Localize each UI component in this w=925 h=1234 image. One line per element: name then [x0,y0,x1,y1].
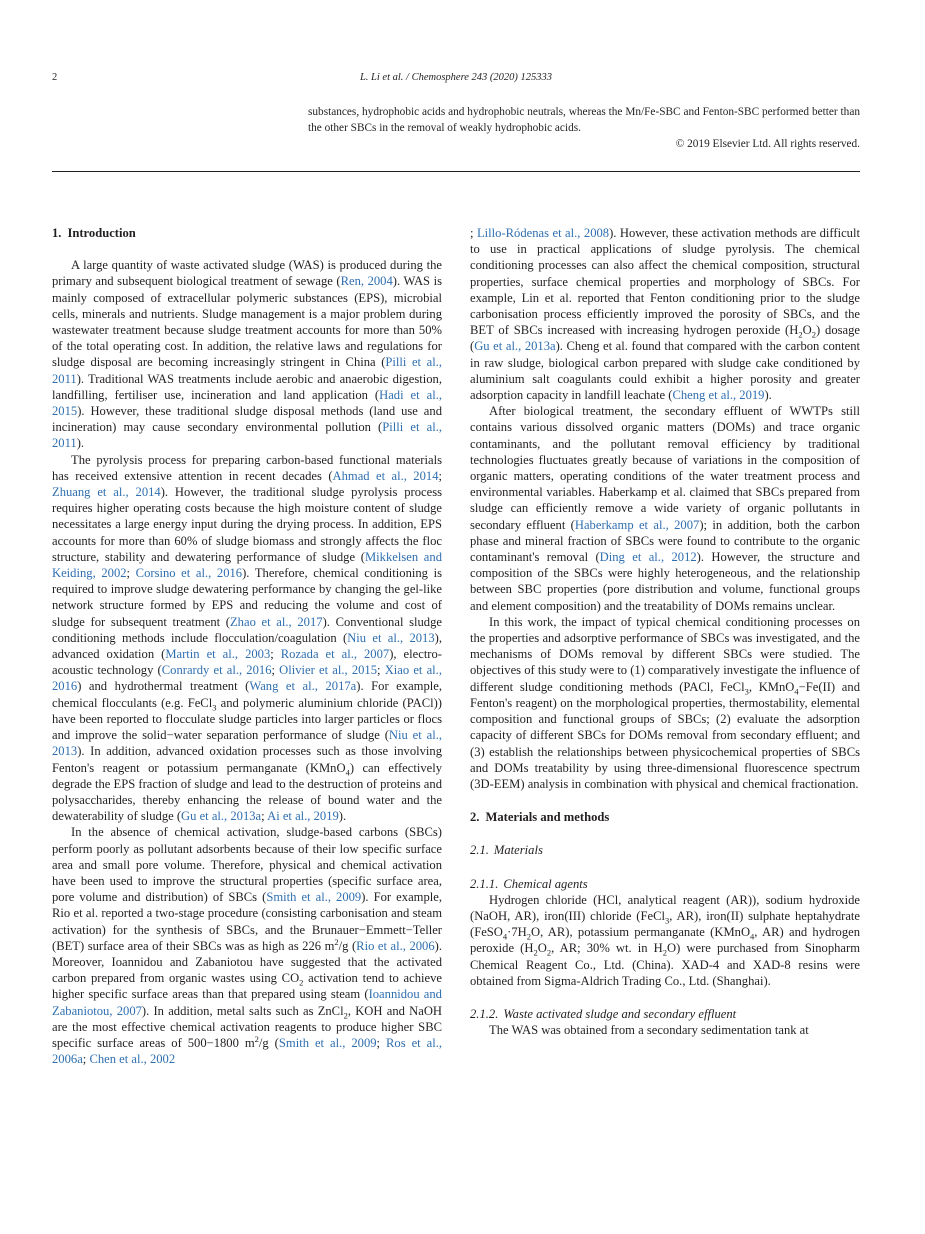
citation-link[interactable]: Lillo-Ródenas et al., 2008 [476,226,610,240]
paragraph: Hydrogen chloride (HCl, analytical reagent (AR)), sodium hydroxide (NaOH, AR), iron(III) chloride (FeCl$_3$, AR), iron(II) sulphate heptahydrate ($FeSO_4\cdot 7H_2O$, AR), potassium permanganate (KMnO$_4$, AR) and hydrogen peroxide ($H_2O_2$, AR; 30% wt. in $H_2O$) were purchased from Sinopharm Chemical Reagent Co., Ltd. (China). XAD-4 and XAD-8 resins were obtained from Sigma-Aldrich Trading Co., Ltd. (Shanghai). [470,892,861,988]
citation-link[interactable]: Mikkelsen and Keiding, 2002 [52,549,442,581]
paragraph: After biological treatment, the secondary effluent of WWTPs still contains various dissolved organic matters (DOMs) and trace organic contaminants, and the pollutant removal efficiency by traditional technologies fluctuates greatly because of variations in the composition of organic matters, operating conditions of the water treatment process and environmental variables. Haberkamp et al. claimed that SBCs prepared from sludge can efficiently remove a wide variety of organic pollutants in secondary effluent (Haberkamp et al., 2007); in addition, both the carbon phase and mineral fraction of SBCs were found to contribute to the organic contaminant's removal (Ding et al., 2012). However, the structure and composition of the SBCs were highly heterogeneous, and the relationship between SBC properties (pore distribution and volume, functional groups and element composition) and the treatability of DOMs remains unclear. [470,404,860,613]
page-number: 2 [52,72,58,83]
citation-link[interactable]: Conrardy et al., 2016 [161,663,272,678]
citation-link[interactable]: Wang et al., 2017a [249,679,357,694]
citation-link[interactable]: Cheng et al., 2019 [672,388,765,403]
citation-link[interactable]: Olivier et al., 2015 [279,663,378,678]
abstract-tail [308,104,860,152]
section-heading-introduction: 1. Introduction [52,226,136,240]
citation-link[interactable]: Niu et al., 2013 [347,630,435,645]
citation-link[interactable]: Rozada et al., 2007 [280,647,390,662]
abstract-text: substances, hydrophobic acids and hydrophobic neutrals, whereas the Mn/Fe-SBC and Fenton-SBC performed better than the other SBCs in the removal of weakly hydrophobic acids. [308,106,860,134]
paragraph-continued: ; Lillo-Ródenas et al., 2008). However, these activation methods are difficult to use in practical applications of sludge pyrolysis. The chemical conditioning processes can also affect the chemical composition, structural properties, surface chemical properties and morphology of SBCs. For example, Lin et al. reported that Fenton conditioning prior to the sludge carbonisation process efficiently improved the porosity of SBCs, and the BET of SBCs increased with increasing hydrogen peroxide $(H_2O_2)$ dosage (Gu et al., 2013a). Cheng et al. found that compared with the carbon content in raw sludge, biological carbon prepared with sludge cake conditioned by aluminium salt coagulants could exhibit a higher porosity and greater adsorption capacity in landfill leachate (Cheng et al., 2019). [470,226,860,403]
citation-link[interactable]: Corsino et al., 2016 [135,566,243,581]
citation-link[interactable]: Haberkamp et al., 2007 [574,517,700,532]
citation-link[interactable]: Ding et al., 2012 [599,550,697,565]
citation-link[interactable]: Zhuang et al., 2014 [52,485,161,500]
citation-link[interactable]: Smith et al., 2009 [266,890,362,905]
left-column [52,225,442,1067]
citation-link[interactable]: Niu et al., 2013 [52,728,443,759]
section-heading-methods: 2. Materials and methods [470,810,610,825]
citation-link[interactable]: Rio et al., 2006 [356,938,435,953]
paragraph: In the absence of chemical activation, sludge-based carbons (SBCs) perform poorly as pollutant adsorbents because of their low specific surface area and small pore volume. Therefore, physical and chemical activation have been used to improve the structural properties (specific surface area, pore volume and distribution) of SBCs (Smith et al., 2009). For example, Rio et al. reported a two-stage procedure (consisting carbonisation and steam activation) for the synthesis of SBCs, and the Brunauer−Emmett−Teller (BET) surface area of their SBCs was as high as 226 $m^2/g$ (Rio et al., 2006). Moreover, Ioannidou and Zabaniotou have suggested that the activated carbon prepared from organic wastes using $CO_2$ activation tend to achieve higher specific surface areas than that prepared using steam (Ioannidou and Zabaniotou, 2007). In addition, metal salts such as ZnCl$_2$, KOH and NaOH are the most effective chemical activation reagents to produce higher SBC specific surface areas of 500−1800 $m^2/g$ (Smith et al., 2009; Ros et al., 2006a; Chen et al., 2002 [52,825,443,1067]
paragraph: In this work, the impact of typical chemical conditioning processes on the properties and adsorptive performance of SBCs was investigated, and the mechanisms of DOMs removal by different SBCs were studied. The objectives of this study were to (1) comparatively investigate the influence of different sludge conditioning methods (PACl, FeCl$_3$, KMnO$_4$−Fe(II) and Fenton's reagent) on the morphological properties, thermostability, elemental composition and functional groups of SBCs; (2) evaluate the adsorption capacity of different SBCs for DOMs removal from secondary effluent; and (3) establish the relationships between physicochemical properties of SBCs and DOMs treatability by using three-dimensional fluorescence spectrum (3D-EEM) analysis in combination with physical and chemical fractionation. [470,614,860,791]
right-column [470,225,860,1038]
citation-link[interactable]: Pilli et al., 2011 [52,420,442,451]
running-head [52,72,860,88]
citation-link[interactable]: Ren, 2004 [340,274,393,289]
citation-link[interactable]: Ai et al., 2019 [267,809,339,824]
citation-link[interactable]: Gu et al., 2013a [474,339,556,354]
subsubsection-heading-chemical-agents: 2.1.1. Chemical agents [470,876,588,891]
header-divider [52,171,860,172]
citation-link[interactable]: Smith et al., 2009 [278,1035,377,1050]
citation-link[interactable]: Martin et al., 2003 [165,647,271,662]
citation-link[interactable]: Zhao et al., 2017 [229,614,323,629]
subsection-heading-materials: 2.1. Materials [470,843,543,858]
paragraph: The WAS was obtained from a secondary sedimentation tank at [489,1023,809,1038]
citation-link[interactable]: Hadi et al., 2015 [52,387,442,419]
copyright-notice: © 2019 Elsevier Ltd. All rights reserved. [675,138,860,150]
citation-link[interactable]: Ros et al., 2006a [52,1035,443,1067]
paragraph: A large quantity of waste activated sludge (WAS) is produced during the primary and subsequent biological treatment of sewage (Ren, 2004). WAS is mainly composed of extracellular polymeric substances (EPS), microbial cells, minerals and nutrients. Sludge management is a major problem during wastewater treatment because sludge treatment accounts for more than 50% of the total operating cost. In addition, the relative laws and regulations for sludge disposal are becoming increasingly stringent in China (Pilli et al., 2011). Traditional WAS treatments include aerobic and anaerobic digestion, landfilling, fertiliser use, incineration and land application (Hadi et al., 2015). However, these traditional sludge disposal methods (land use and incineration) may cause secondary environmental pollution (Pilli et al., 2011). [52,258,443,451]
citation-link[interactable]: Ioannidou and Zabaniotou, 2007 [52,987,442,1018]
citation-link[interactable]: Ahmad et al., 2014 [332,468,439,483]
citation-link[interactable]: Xiao et al., 2016 [52,663,442,694]
journal-citation: L. Li et al. / Chemosphere 243 (2020) 125333 [359,72,553,83]
subsubsection-heading-was: 2.1.2. Waste activated sludge and secondary effluent [470,1006,737,1021]
citation-link[interactable]: Gu et al., 2013a [181,809,262,824]
citation-link[interactable]: Chen et al., 2002 [89,1052,176,1067]
paragraph: The pyrolysis process for preparing carbon-based functional materials has received extensive attention in recent decades (Ahmad et al., 2014; Zhuang et al., 2014). However, the traditional sludge pyrolysis process requires higher operating costs because the high moisture content of sludge necessitates a large energy input during the drying process. In addition, EPS accounts for more than 60% of sludge biomass and strongly affects the floc structure, stability and dewatering performance of sludge (Mikkelsen and Keiding, 2002; Corsino et al., 2016). Therefore, chemical conditioning is required to improve sludge dewatering performance by changing the gel-like network structure formed by EPS and reducing the volume and cost of sludge for subsequent treatment (Zhao et al., 2017). Conventional sludge conditioning methods include flocculation/coagulation (Niu et al., 2013), advanced oxidation (Martin et al., 2003; Rozada et al., 2007), electro-acoustic technology (Conrardy et al., 2016; Olivier et al., 2015; Xiao et al., 2016) and hydrothermal treatment (Wang et al., 2017a). For example, chemical flocculants (e.g. FeCl$_3$ and polymeric aluminium chloride (PACl)) have been reported to flocculate sludge particles into larger particles or flocs and improve the solid−water separation performance of sludge (Niu et al., 2013). In addition, advanced oxidation processes such as those involving Fenton's reagent or potassium permanganate (KMnO$_4$) can effectively degrade the EPS fraction of sludge and lead to the destruction of proteins and polysaccharides, thereby enhancing the release of bound water and the dewaterability of sludge (Gu et al., 2013a; Ai et al., 2019). [52,452,443,824]
citation-link[interactable]: Pilli et al., 2011 [52,355,442,386]
